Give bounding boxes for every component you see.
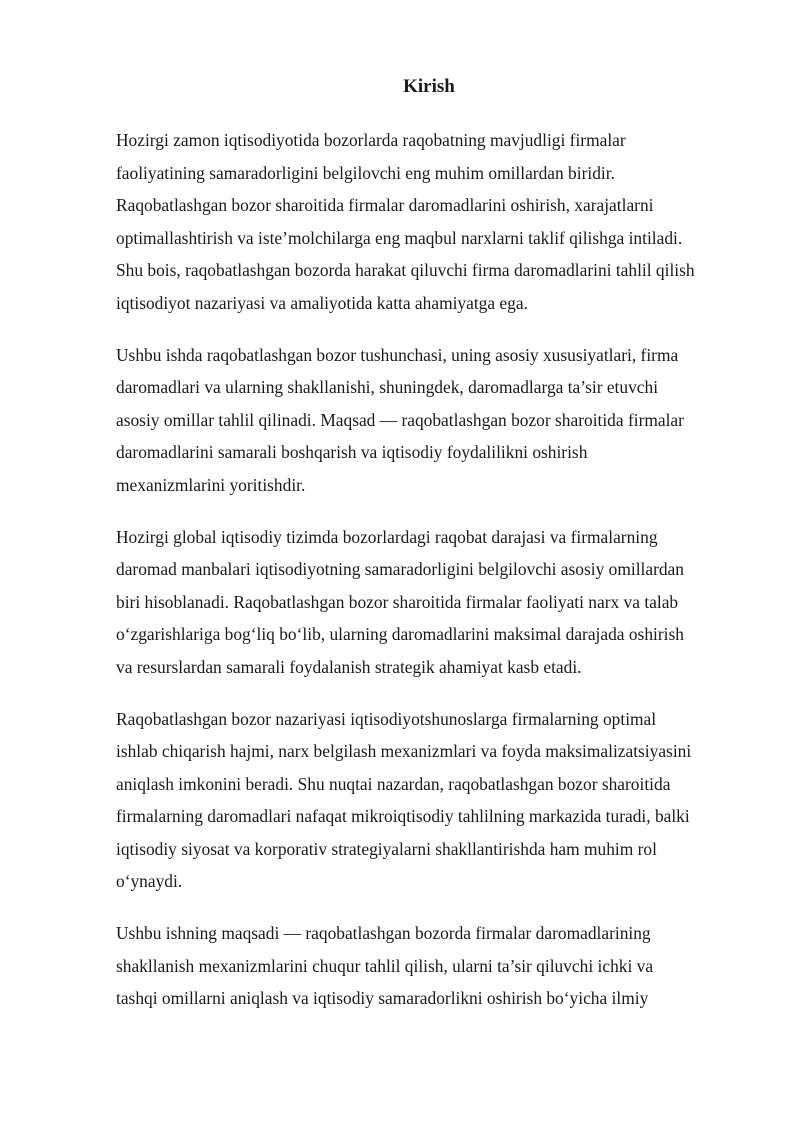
text-line: shakllanish mexanizmlarini chuqur tahlil qilish, ularni ta’sir qiluvchi ichki va [116, 955, 654, 976]
text-line: aniqlash imkonini beradi. Shu nuqtai nazardan, raqobatlashgan bozor sharoitida [116, 773, 671, 794]
text-line: Hozirgi zamon iqtisodiyotida bozorlarda raqobatning mavjudligi firmalar [116, 130, 626, 150]
text-line: Ushbu ishning maqsadi — raqobatlashgan bozorda firmalar daromadlarining [116, 923, 651, 944]
text-line: iqtisodiy siyosat va korporativ strategiyalarni shakllantirishda ham muhim rol [116, 838, 657, 859]
text-line: asosiy omillar tahlil qilinadi. Maqsad — raqobatlashgan bozor sharoitida firmalar [116, 409, 684, 430]
text-line: Ushbu ishda raqobatlashgan bozor tushunchasi, uning asosiy xususiyatlari, firma [116, 344, 679, 365]
text-line: mexanizmlarini yoritishdir. [116, 474, 306, 495]
paragraph [116, 339, 748, 502]
text-line: o‘ynaydi. [116, 871, 183, 892]
text-line: optimallashtirish va iste’molchilarga eng maqbul narxlarni taklif qilishga intiladi. [116, 227, 683, 248]
paragraph [116, 917, 748, 1015]
text-line: firmalarning daromadlari nafaqat mikroiqtisodiy tahlilning markazida turadi, balki [116, 806, 690, 827]
text-line: Hozirgi global iqtisodiy tizimda bozorlardagi raqobat darajasi va firmalarning [116, 526, 658, 547]
text-line: tashqi omillarni aniqlash va iqtisodiy samaradorlikni oshirish bo‘yicha ilmiy [116, 988, 649, 1009]
text-line: ishlab chiqarish hajmi, narx belgilash mexanizmlari va foyda maksimalizatsiyasini [116, 741, 692, 762]
text-line: va resurslardan samarali foydalanish strategik ahamiyat kasb etadi. [116, 656, 582, 677]
text-line: faoliyatining samaradorligini belgilovchi eng muhim omillardan biridir. [116, 162, 615, 183]
paragraph [116, 124, 748, 320]
text-line: Shu bois, raqobatlashgan bozorda harakat qiluvchi firma daromadlarini tahlil qilish [116, 260, 695, 281]
text-line: biri hisoblanadi. Raqobatlashgan bozor sharoitida firmalar faoliyati narx va talab [116, 591, 679, 612]
text-line: daromad manbalari iqtisodiyotning samaradorligini belgilovchi asosiy omillardan [116, 559, 684, 580]
text-line: o‘zgarishlariga bog‘liq bo‘lib, ularning daromadlarini maksimal darajada oshirish [116, 624, 684, 645]
paragraph [116, 703, 748, 899]
text-line: Raqobatlashgan bozor nazariyasi iqtisodiyotshunoslarga firmalarning optimal [116, 708, 657, 729]
document-body [116, 124, 748, 1034]
text-line: daromadlarini samarali boshqarish va iqtisodiy foydalilikni oshirish [116, 442, 588, 463]
text-line: Raqobatlashgan bozor sharoitida firmalar daromadlarini oshirish, xarajatlarni [116, 195, 654, 216]
text-line: iqtisodiyot nazariyasi va amaliyotida katta ahamiyatga ega. [116, 292, 528, 313]
text-line: daromadlari va ularning shakllanishi, shuningdek, daromadlarga ta’sir etuvchi [116, 377, 659, 398]
paragraph [116, 521, 748, 684]
page-title: Kirish [403, 76, 455, 97]
